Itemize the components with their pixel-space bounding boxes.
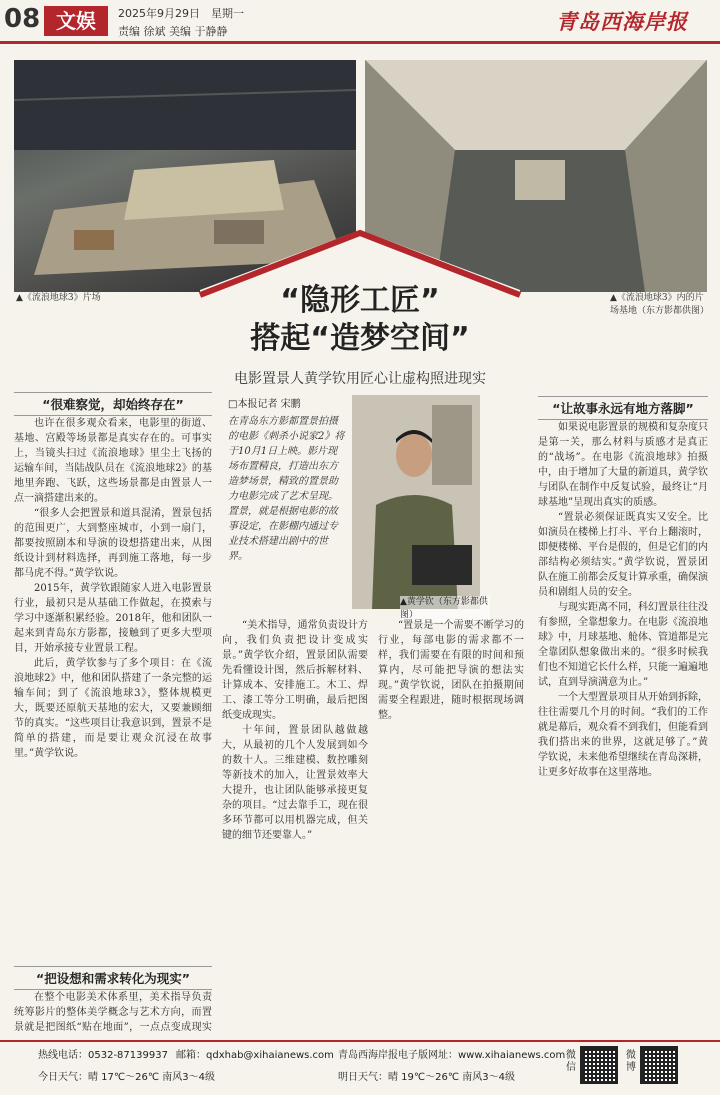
byline: □本报记者 宋鹏 [228, 399, 301, 410]
paragraph: 此后，黄学钦参与了多个项目：在《流浪地球2》中，他和团队搭建了一条完整的运输车间；到了《流浪地球3》，整体规模更大，既要还原航天基地的宏大，又要兼顾细节的真实。“这些项目让我意识到，置景不是简单的搭建，而是要让观众沉浸在故事里。”黄学钦说。 [14, 658, 212, 759]
newspaper-logo: 青岛西海岸报 [556, 9, 688, 34]
section-label: 文娱 [44, 6, 108, 36]
portrait-photo [352, 395, 480, 609]
page-number: 08 [4, 4, 41, 34]
headline-line1: “隐形工匠” [280, 283, 440, 318]
date: 2025年9月29日 [118, 7, 200, 20]
portrait-illustration [352, 395, 480, 609]
paragraph: 十年间，置景团队越做越大，从最初的几个人发展到如今的数十人。三维建模、数控雕刻等新技术的加入，让置景效率大大提升，也让团队能够承接更复杂的项目。“过去靠手工，现在很多环节都可以用机器完成，但关键的细节还要靠人。” [222, 725, 368, 841]
paragraph: 也许在很多观众看来，电影里的街道、基地、宫殿等场景都是真实存在的。可事实上，当镜头扫过《流浪地球》里尘土飞扬的运输车间，当陆战队员在《流浪地球2》的基地里奔跑、飞跃，这些场景都是由置景人一点一滴搭建出来的。 [14, 418, 212, 504]
section-heading-2: “把设想和需求转化为现实” [14, 966, 212, 990]
footer-website[interactable]: 青岛西海岸报电子版网址：www.xihaianews.com [338, 1050, 566, 1061]
section-heading-1: “很难察觉，却始终存在” [14, 392, 212, 416]
section-body-1 [14, 416, 212, 960]
paragraph: “置景必须保证既真实又安全。比如演员在楼梯上打斗、平台上翻滚时，即便楼梯、平台是假的，但是它们的内部结构必须结实。”黄学钦说，置景团队在施工前都会反复计算承重，确保演员和剧组人员的安全。 [538, 512, 708, 598]
date-line [118, 5, 244, 21]
section-body-3 [538, 420, 708, 1036]
footer-weather-today: 今日天气：晴 17℃～26℃ 南风3～4级 [38, 1072, 215, 1083]
paragraph: 在整个电影美术体系里，美术指导负责统筹影片的整体美学概念与艺术方向，而置景就是把图纸“贴在地面”，一点点变成现实 [14, 992, 212, 1033]
paragraph: 与现实距离不同，科幻置景往往没有参照，全靠想象力。在电影《流浪地球》中，月球基地、舱体、管道都是完全靠团队想象做出来的。“很多时候我们也不知道它长什么样，只能一遍遍地试，直到导演满意为止。” [538, 602, 708, 688]
caption-portrait: ▲黄学钦（东方影都供图） [400, 596, 490, 622]
caption-left-photo: ▲《流浪地球3》片场 [16, 293, 101, 303]
section-body-2-col1 [14, 990, 212, 1036]
footer-email[interactable]: 邮箱：qdxhab@xihaianews.com [176, 1050, 334, 1061]
wechat-qr-icon[interactable] [580, 1046, 618, 1084]
headline-line2: 搭起“造梦空间” [250, 321, 470, 356]
weibo-qr-icon[interactable] [640, 1046, 678, 1084]
footer-weather-tomorrow: 明日天气：晴 19℃～26℃ 南风3～4级 [338, 1072, 515, 1083]
subtitle: 电影置景人黄学钦用匠心让虚构照进现实 [234, 371, 486, 387]
paragraph: 一个大型置景项目从开始到拆除，往往需要几个月的时间。“我们的工作就是幕后，观众看不到我们，但能看到我们搭出来的世界，这就足够了。”黄学钦说，未来他希望继续在青岛深耕，让更多好故事在这里落地。 [538, 692, 708, 778]
caption-right-photo: ▲《流浪地球3》内的片场基地（东方影都供图） [610, 293, 710, 316]
section-body-2-col3 [378, 618, 524, 1036]
section-heading-3: “让故事永远有地方落脚” [538, 396, 708, 420]
wechat-label: 微信 [566, 1050, 576, 1073]
paragraph: “美术指导，通常负责设计方向，我们负责把设计变成实景。”黄学钦介绍，置景团队需要先看懂设计图，然后拆解材料、计算成本、安排施工。木工、焊工、漆工等分工明确，最后把图纸变成现实。 [222, 620, 368, 721]
weekday: 星期一 [211, 7, 244, 20]
weibo-label: 微博 [626, 1050, 636, 1073]
intro-quote: 在青岛东方影都置景拍摄的电影《刺杀小说家2》将于10月1日上映。影片现场布置精良，打造出东方造梦场景，精致的置景助力电影完成了艺术呈现。置景，就是根据电影的故事设定，在影棚内通过专业技术搭建出剧中的世界。 [228, 416, 345, 562]
paragraph: 如果说电影置景的规模和复杂度只是第一关，那么材料与质感才是真正的“战场”。在电影《流浪地球》拍摄中，由于增加了大量的新道具，黄学钦与团队在制作中反复试验，最终让“月球基地”呈现出真实的质感。 [538, 422, 708, 508]
footer-hotline: 热线电话：0532-87139937 [38, 1050, 168, 1061]
paragraph: 2015年，黄学钦跟随家人进入电影置景行业，最初只是从基础工作做起，在摸索与学习中逐渐积累经验。2018年，他和团队一起来到青岛东方影都，接触到了更多大型项目，开始承接专业置景工程。 [14, 583, 212, 654]
paragraph: “很多人会把置景和道具混淆，置景包括的范围更广，大到整座城市，小到一扇门，都要按照剧本和导演的设想搭建出来，从图纸设计到材料选择，再到施工落地，每一步都马虎不得。”黄学钦说。 [14, 508, 212, 579]
editor-line: 责编 徐斌 美编 于静静 [118, 25, 228, 38]
section-body-2-col2 [222, 618, 368, 1036]
paragraph: “置景是一个需要不断学习的行业，每部电影的需求都不一样，我们需要在有限的时间和预算内，尽可能把导演的想法实现。”黄学钦说，团队在拍摄期间需要全程跟进，随时根据现场调整。 [378, 620, 524, 721]
